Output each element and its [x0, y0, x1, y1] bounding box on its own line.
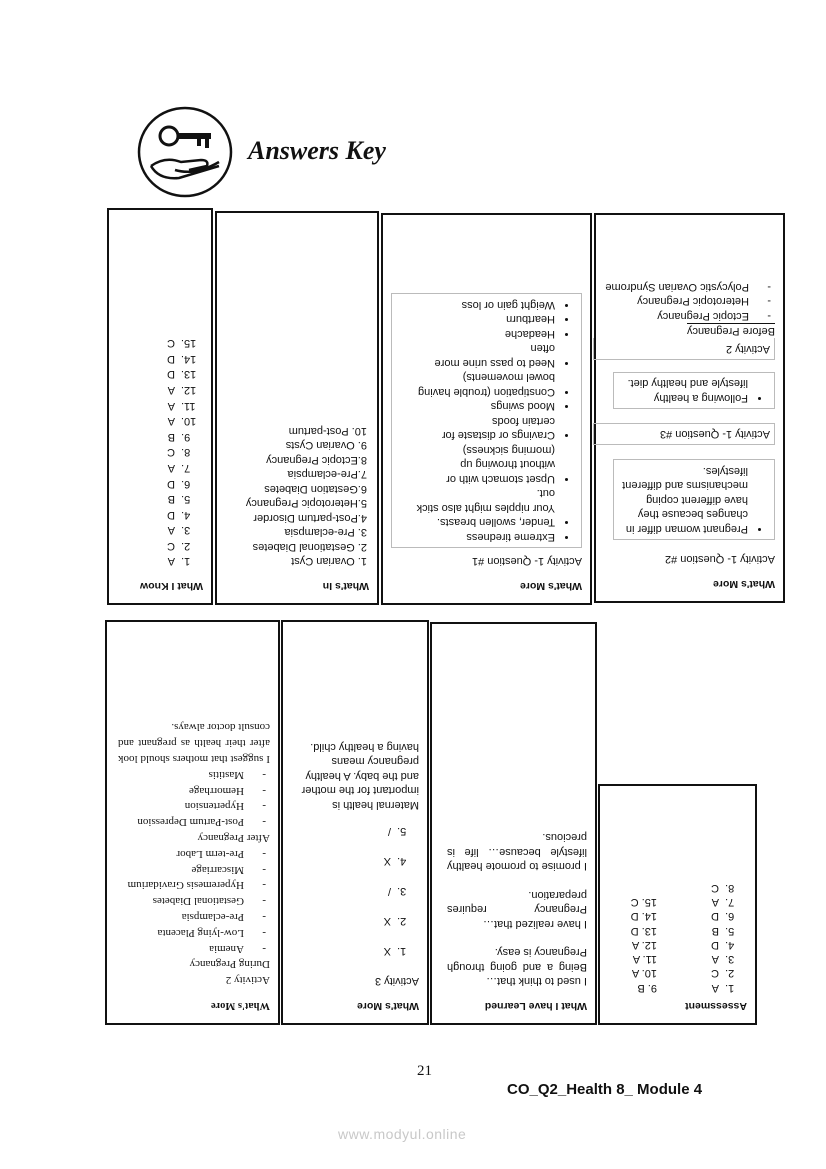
answer-row [117, 413, 203, 429]
dash-marker: - [262, 879, 266, 892]
answer-item: 2. Gestational Diabetes [252, 541, 367, 553]
list-item [600, 294, 775, 309]
bullet-item: • Following a healthy lifestyle and healthy diet. [620, 376, 748, 405]
whats-more-activity2-box [105, 620, 280, 1025]
answer-number: 2. [181, 539, 191, 552]
bullet-item: • Upset stomach with or without throwing up (morning sickness) [415, 443, 555, 487]
answer-value: D [167, 477, 175, 490]
bullet-item: • Weight gain or loss [415, 298, 555, 313]
answer-number: 8. [181, 446, 191, 459]
learned-text: Being a and going through Pregnancy is easy. [447, 946, 587, 973]
section-title: What's More [356, 1000, 419, 1012]
section-title: What I have Learned [484, 1000, 587, 1012]
answer-value: D [167, 352, 175, 365]
answer-row [657, 980, 747, 994]
answer-item: 11. A [632, 953, 657, 966]
activity-label: Activity 1- Question #2 [664, 553, 775, 566]
list-item [600, 309, 775, 324]
answer-value: B [167, 430, 175, 443]
during-pregnancy-label: During Pregnancy [189, 958, 270, 971]
answer-number: 10. [181, 415, 197, 428]
watermark: www.modyul.online [338, 1126, 467, 1142]
answer-value: A [167, 524, 175, 537]
dash-marker: - [262, 942, 266, 955]
answer-row [117, 537, 203, 553]
what-i-know-box [107, 208, 213, 605]
answer-number: 9. [181, 430, 191, 443]
answer-row [117, 491, 203, 507]
answer-row [117, 381, 203, 397]
activity-label: Activity 1- Question #1 [471, 555, 582, 568]
activity-label: Activity 3 [374, 975, 419, 988]
answer-number: 1. [725, 981, 735, 994]
answer-row [657, 880, 747, 894]
answer-value: A [167, 383, 175, 396]
answer-row [117, 397, 203, 413]
list-item [115, 908, 270, 924]
answer-row [117, 506, 203, 522]
module-footer: CO_Q2_Health 8_ Module 4 [507, 1081, 703, 1098]
key-in-hand-logo-icon [135, 104, 235, 200]
answer-value: A [711, 981, 719, 994]
answer-row [657, 966, 747, 980]
answer-number: 6. [181, 477, 191, 490]
dash-marker: - [262, 911, 266, 924]
answer-value: A [711, 953, 719, 966]
list-item [115, 782, 270, 798]
answer-item: 7.Pre-eclampsia [287, 468, 367, 481]
bullet-item: • Pregnant woman differ in changes because they have different coping mechanisms and different lifestyles. [620, 464, 748, 537]
answer-item: 4.Post-partum Disorder [253, 512, 367, 524]
answer-value: C [167, 539, 175, 552]
answer-value: D [711, 910, 719, 923]
answer-row [117, 366, 203, 382]
assessment-box [598, 784, 757, 1025]
answer-item: 9. Ovarian Cysts [285, 439, 367, 452]
list-item-text: Low-lying Placenta [157, 926, 244, 939]
answer-number: 3. [397, 885, 407, 897]
answer-value: D [167, 368, 175, 381]
answer-number: 1. [181, 555, 191, 568]
answer-number: 6. [725, 910, 735, 923]
section-title: What I Know [140, 580, 203, 592]
answer-value: C [167, 337, 175, 350]
answer-value: X [383, 915, 391, 927]
answer-item: 12. A [631, 938, 657, 951]
answer-number: 1. [397, 945, 407, 957]
dash-marker: - [262, 847, 266, 860]
answer-number: 7. [181, 461, 191, 474]
answer-value: C [711, 881, 719, 894]
dash-marker: - [262, 768, 266, 781]
activity-label: Activity 2 [225, 974, 270, 987]
answer-number: 3. [181, 524, 191, 537]
answer-value: X [383, 855, 391, 867]
dash-marker: - [262, 800, 266, 813]
answer-row [657, 952, 747, 966]
answer-number: 4. [181, 508, 191, 521]
list-item-text: Mastitis [208, 768, 244, 781]
page-title: Answers Key [248, 136, 386, 165]
whats-in-box [215, 211, 379, 605]
bullet-item: • Constipation (trouble having bowel movements) [415, 370, 555, 399]
answer-number: 5. [397, 825, 407, 837]
answer-number: 8. [725, 881, 735, 894]
answer-item: 3. Pre-eclampsia [284, 526, 367, 539]
answer-row [291, 846, 419, 876]
dash-marker: - [262, 895, 266, 908]
answer-number: 15. [181, 337, 197, 350]
list-item-text: Pre-term Labor [176, 847, 244, 860]
answer-item: 15. C [630, 895, 657, 908]
answer-item: 10. Post-partum [288, 425, 367, 437]
answer-value: B [167, 493, 175, 506]
bullet-item: • Need to pass urine more often [415, 341, 555, 370]
answer-number: 3. [725, 953, 735, 966]
list-item [115, 892, 270, 908]
answer-number: 4. [725, 938, 735, 951]
dash-marker: - [767, 310, 771, 322]
answer-value: A [167, 555, 175, 568]
answer-value: / [387, 885, 391, 897]
answer-row [117, 553, 203, 569]
answer-number: 2. [397, 915, 407, 927]
bullet-item: • Headache [415, 327, 555, 342]
section-title: What's More [519, 580, 582, 592]
answer-row [117, 350, 203, 366]
page-number: 21 [417, 1063, 432, 1079]
answer-item: 6.Gestation Diabetes [264, 483, 367, 495]
bullet-item: • Extreme tiredness [415, 530, 555, 545]
suggestion-text: I suggest that mothers should look after their health as pregnant and consult doctor always. [118, 721, 270, 766]
list-item [115, 940, 270, 956]
answer-row [657, 923, 747, 937]
list-item-text: Ectopic Pregnancy [657, 310, 749, 322]
list-item [115, 798, 270, 814]
answer-item: 13. D [630, 924, 657, 937]
answer-row [291, 906, 419, 936]
answer-item: 1. Ovarian Cyst [291, 555, 367, 568]
dash-marker: - [767, 295, 771, 308]
activity-label: Activity 1- Question #3 [593, 423, 775, 446]
whats-more-q2-box [594, 213, 785, 603]
section-title: Assessment [685, 1000, 747, 1012]
list-item [115, 877, 270, 893]
bullet-item: • Tender, swollen breasts. Your nipples might also stick out. [415, 486, 555, 530]
answer-item: 9. B [637, 981, 657, 994]
list-item [115, 924, 270, 940]
answer-row [117, 444, 203, 460]
list-item [115, 766, 270, 782]
before-pregnancy-label: Before Pregnancy [687, 323, 775, 339]
answer-value: C [167, 446, 175, 459]
answer-value: X [383, 945, 391, 957]
bullet-item: • Heartburn [415, 312, 555, 327]
whats-more-activity3-box [281, 620, 429, 1025]
answer-item: 14. D [630, 910, 657, 923]
dash-marker: - [262, 784, 266, 797]
dash-marker: - [262, 816, 266, 829]
bullet-item: • Cravings or distaste for certain foods [415, 414, 555, 443]
answer-row [291, 816, 419, 846]
list-item-text: Gestational Diabetes [152, 895, 244, 908]
list-item-text: Hyperemesis Gravidarium [127, 879, 244, 892]
answer-value: A [167, 415, 175, 428]
activity-label: Activity 2 [593, 339, 775, 361]
answer-number: 2. [725, 967, 735, 980]
whats-more-q1-box [381, 213, 592, 605]
list-item [115, 813, 270, 829]
answer-row [657, 938, 747, 952]
answer-value: A [711, 895, 719, 908]
answer-row [291, 936, 419, 966]
answer-value: A [167, 461, 175, 474]
answer-item: 8.Ectopic Pregnancy [266, 454, 367, 466]
section-title: What's More [712, 578, 775, 590]
answer-row [117, 522, 203, 538]
answer-number: 7. [725, 895, 735, 908]
list-item [115, 861, 270, 877]
learned-text: I used to think that… [486, 975, 587, 988]
answer-row [117, 459, 203, 475]
maternal-health-message: Maternal health is important for the mother and the baby. A healthy pregnancy means having a healthy child. [301, 741, 419, 811]
section-title: What's More [210, 1000, 270, 1011]
answer-item: 10. A [631, 967, 657, 980]
answer-number: 13. [181, 368, 197, 381]
answer-row [117, 475, 203, 491]
answer-row [117, 428, 203, 444]
list-item-text: Pre-eclampsia [181, 911, 244, 924]
answer-number: 5. [725, 924, 735, 937]
list-item-text: Polycystic Ovarian Syndrome [605, 281, 749, 293]
answer-number: 4. [397, 855, 407, 867]
list-item-text: Anemia [209, 942, 244, 955]
answer-value: D [167, 508, 175, 521]
list-item [600, 280, 775, 295]
answer-row [657, 909, 747, 923]
answer-number: 11. [181, 399, 196, 412]
answer-row [657, 895, 747, 909]
list-item-text: Post-Partum Depression [137, 816, 244, 829]
learned-text: I have realized that… [483, 918, 587, 930]
learned-text: I promise to promote healthy lifestyle because… life is precious. [447, 831, 587, 873]
answer-value: C [711, 967, 719, 980]
bullet-item: • Mood swings [415, 399, 555, 414]
answer-value: / [387, 825, 391, 837]
list-item-text: Miscarriage [191, 863, 244, 876]
list-item-text: Hemorrhage [189, 784, 244, 797]
after-pregnancy-label: After Pregnancy [197, 832, 270, 845]
answer-number: 14. [181, 352, 197, 365]
answer-number: 5. [181, 493, 191, 506]
answer-row [117, 335, 203, 351]
answer-row [291, 876, 419, 906]
section-title: What's In [322, 580, 369, 592]
dash-marker: - [767, 281, 771, 293]
list-item-text: Hypertension [184, 800, 244, 813]
learned-text: Pregnancy requires preparation. [447, 889, 587, 916]
answer-value: D [711, 938, 719, 951]
answer-item: 5.Heterotopic Pregnancy [245, 497, 367, 510]
dash-marker: - [262, 863, 266, 876]
answer-value: B [711, 924, 719, 937]
what-i-have-learned-box [430, 622, 597, 1025]
dash-marker: - [262, 926, 266, 939]
answer-number: 12. [181, 383, 197, 396]
answer-value: A [167, 399, 175, 412]
list-item [115, 845, 270, 861]
list-item-text: Heterotopic Pregnancy [637, 295, 749, 308]
